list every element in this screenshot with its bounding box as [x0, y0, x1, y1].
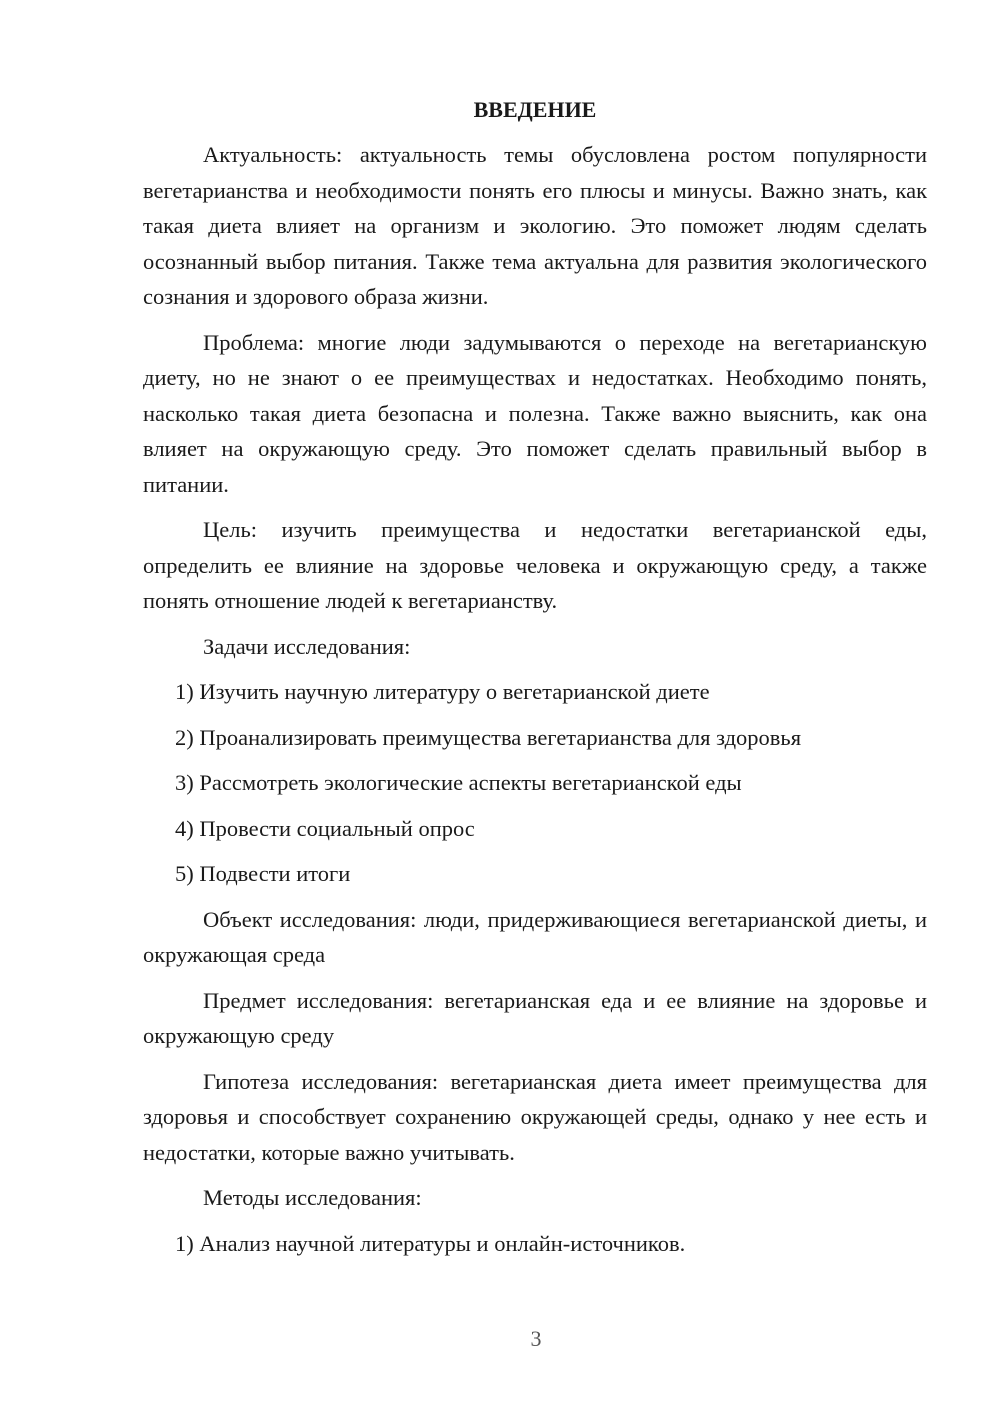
hypothesis-paragraph: Гипотеза исследования: вегетарианская диета имеет преимущества для здоровья и способствует сохранению окружающей среды, однако у нее есть и недостатки, которые важно учитывать. — [143, 1068, 927, 1165]
relevance-paragraph: Актуальность: актуальность темы обусловлена ростом популярности вегетарианства и необходимости понять его плюсы и минусы. Важно знать, как такая диета влияет на организм и экологию. Это поможет людям сделать осознанный выбор питания. Также тема актуальна для развития экологического сознания и здорового образа жизни. — [143, 142, 927, 309]
subject-paragraph: Предмет исследования: вегетарианская еда и ее влияние на здоровье и окружающую среду — [143, 987, 927, 1048]
list-item: 1) Анализ научной литературы и онлайн-источников. — [175, 1230, 686, 1256]
tasks-heading: Задачи исследования: — [203, 633, 411, 659]
methods-list — [143, 1226, 927, 1262]
tasks-list — [143, 674, 927, 892]
goal-paragraph: Цель: изучить преимущества и недостатки вегетарианской еды, определить ее влияние на здоровье человека и окружающую среду, а также понять отношение людей к вегетарианству. — [143, 517, 927, 613]
page-number: 3 — [530, 1326, 542, 1351]
problem-paragraph: Проблема: многие люди задумываются о переходе на вегетарианскую диету, но не знают о ее преимуществах и недостатках. Необходимо понять, насколько такая диета безопасна и полезна. Также важно выяснить, как она влияет на окружающую среду. Это поможет сделать правильный выбор в питании. — [143, 329, 927, 497]
page-title: ВВЕДЕНИЕ — [473, 97, 597, 122]
page-content — [143, 92, 927, 1271]
object-paragraph: Объект исследования: люди, придерживающиеся вегетарианской диеты, и окружающая среда — [143, 906, 927, 967]
list-item: 1) Изучить научную литературу о вегетарианской диете — [175, 679, 710, 704]
list-item: 5) Подвести итоги — [175, 861, 351, 886]
list-item: 2) Проанализировать преимущества вегетарианства для здоровья — [175, 724, 802, 750]
list-item: 3) Рассмотреть экологические аспекты вегетарианской еды — [175, 770, 742, 795]
methods-heading: Методы исследования: — [203, 1185, 422, 1210]
list-item: 4) Провести социальный опрос — [175, 815, 475, 841]
